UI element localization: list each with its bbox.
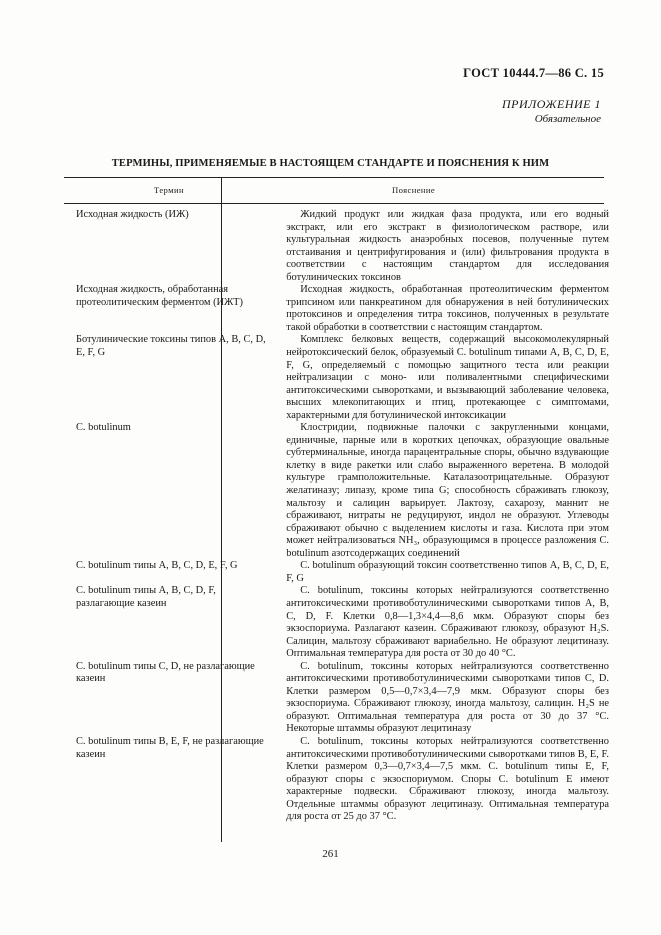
page-header [463, 66, 604, 81]
term-cell: Исходная жидкость (ИЖ) [76, 209, 189, 220]
terms-table-body [64, 209, 609, 824]
table-row [64, 661, 609, 736]
explanation-cell: С. botulinum образующий токсин соответственно типов А, В, С, D, Е, F, G [286, 560, 609, 584]
explanation-cell: Жидкий продукт или жидкая фаза продукта, или его водный экстракт, или его экстракт в физиологическом растворе, или культуральная жидкость анаэробных посевов, полученные путем отстаивания и центрифугирования и (или) фильтрования продукта в соответствии с настоящим стандартом для исследования ботулинических токсинов [286, 209, 609, 283]
term-cell: С. botulinum [76, 422, 131, 434]
explanation-cell: Комплекс белковых веществ, содержащий высокомолекулярный нейротоксический белок, образуемый С. botulinum типами А, В, С, D, Е, F, G, определяемый с помощью защитного теста или реакции нейтрализации с моно- или поливалентными специфическими антитоксическими сыворотками, и вызывающий заболевание человека, высших млекопитающих и птиц, протекающее с симптомами, характерными для ботулинической интоксикации [286, 334, 609, 421]
explanation-cell: С. botulinum, токсины которых нейтрализуются соответственно антитоксическими противоботулиническими сыворотками типов А, В, С, D, F. Клетки 0,8—1,3×4,4—8,6 мкм. Образуют споры без экзоспориума. Разлагают казеин. Сбраживают глюкозу, образуют H₂S. Салицин, мальтозу сбраживают вариабельно. Не образуют лецитиназу. Оптимальная температура для роста от 30 до 40 °С. [286, 585, 609, 660]
table-row [64, 334, 609, 422]
gost-header: ГОСТ 10444.7—86 С. 15 [463, 66, 604, 80]
explanation-cell: С. botulinum, токсины которых нейтрализуются соответственно антитоксическими противоботулиническими сыворотками типов В, Е, F. Клетки размером 0,3—0,7×3,4—7,5 мкм. С. botulinum типы Е, F, образуют споры с экзоспориумом. Споры С. botulinum Е имеют характерные подвески. Сбраживают глюкозу, иногда мальтозу. Отдельные штаммы образуют лецитиназу. Оптимальная температура для роста от 25 до 37 °С. [286, 735, 609, 823]
explanation-cell: Исходная жидкость, обработанная протеолитическим ферментом трипсином или панкреатином для обнаружения в ней ботулинических протоксинов и определения титра токсинов, полученных в результате такой обработки в соответствии с настоящим стандартом. [286, 284, 609, 333]
document-title: ТЕРМИНЫ, ПРИМЕНЯЕМЫЕ В НАСТОЯЩЕМ СТАНДАРТЕ И ПОЯСНЕНИЯ К НИМ [111, 158, 550, 169]
table-row [64, 585, 609, 660]
column-header-explanation: Пояснение [392, 185, 436, 195]
table-header-row [64, 177, 604, 204]
appendix-label [502, 97, 601, 125]
appendix-title: ПРИЛОЖЕНИЕ 1 [502, 97, 601, 111]
explanation-cell: Клостридии, подвижные палочки с закругленными концами, единичные, парные или в коротких цепочках, образующие овальные субтерминальные, иногда парацентральные споры, обычно вздувающие клетку в виде ракетки или слабо выраженного веретена. В молодой культуре грамположительные. Каталазоотрицательные. Образуют желатиназу; липазу, кроме типа G; способность сбраживать глюкозу, мальтозу и салицин варьирует. Лактозу, сахарозу, маннит не сбраживают, нитраты не редуцируют, индол не образуют. Углеводы сбраживают обычно с выделением кислоты и газа. Кислота при этом может нейтрализоваться NH₃, образующимся в процессе разложения С. botulinum азотсодержащих соединений [286, 422, 609, 559]
term-cell: С. botulinum типы С, D, не разлагающие казеин [76, 660, 255, 685]
term-cell: С. botulinum типы В, Е, F, не разлагающие казеин [76, 735, 264, 760]
column-header-term: Термин [154, 185, 184, 195]
term-cell: Ботулинические токсины типов А, В, С, D, Е, F, G [76, 334, 266, 359]
explanation-cell: С. botulinum, токсины которых нейтрализуются соответственно антитоксическими противоботулиническими сыворотками типов С, D. Клетки размером 0,5—0,7×3,4—7,9 мкм. Образуют споры без экзоспориума. Сбраживают глюкозу, иногда мальтозу, салицин. H₂S не образуют. Оптимальная температура для роста от 30 до 37 °С. Некоторые штаммы образуют лецитиназу [286, 660, 609, 735]
table-row [64, 422, 609, 560]
table-row [64, 209, 609, 284]
term-cell: С. botulinum типы А, В, С, D, Е, F, G [76, 560, 238, 572]
term-cell: С. botulinum типы А, В, С, D, F, разлагающие казеин [76, 585, 216, 609]
terms-table-header [64, 177, 604, 204]
page-number: 261 [322, 848, 339, 860]
appendix-subtitle: Обязательное [534, 113, 601, 125]
table-row [64, 736, 609, 824]
table-row [64, 284, 609, 334]
table-row [64, 560, 609, 585]
term-cell: Исходная жидкость, обработанная протеолитическим ферментом (ИЖТ) [76, 284, 243, 308]
